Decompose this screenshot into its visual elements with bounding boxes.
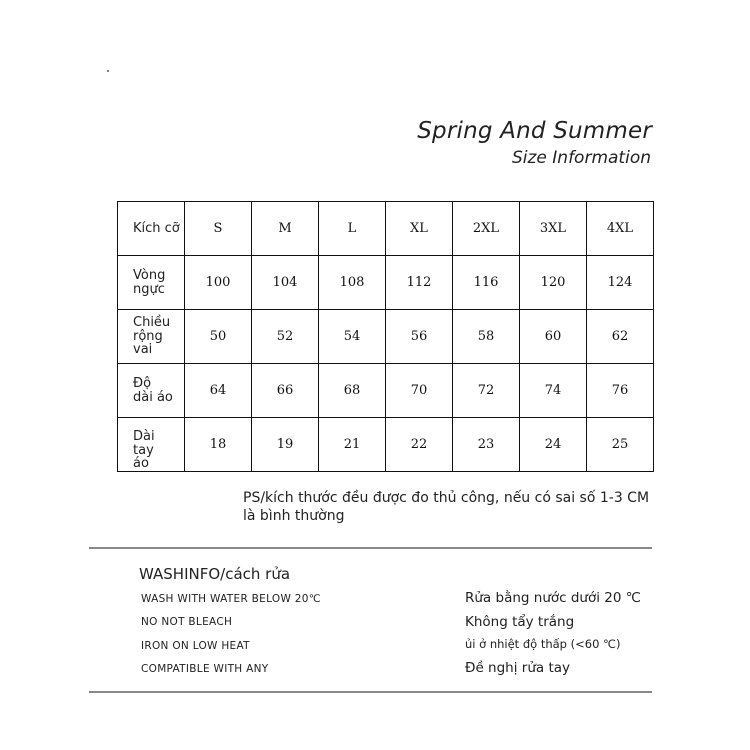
wash-info-title: WASHINFO/cách rửa <box>139 565 291 583</box>
table-cell: 50 <box>185 310 252 364</box>
row-label: Độ dài áo <box>133 375 173 405</box>
table-cell: 58 <box>453 310 520 364</box>
table-cell: 76 <box>587 364 654 418</box>
table-cell: 60 <box>520 310 587 364</box>
size-table <box>117 201 654 472</box>
table-header-row <box>118 202 654 256</box>
table-row <box>118 418 654 472</box>
table-cell: 62 <box>587 310 654 364</box>
table-cell: 21 <box>319 418 386 472</box>
page-title: Spring And Summer <box>417 118 652 144</box>
column-header: M <box>252 202 319 256</box>
table-cell: 74 <box>520 364 587 418</box>
table-cell: 23 <box>453 418 520 472</box>
page-subtitle: Size Information <box>511 148 651 168</box>
table-cell: 24 <box>520 418 587 472</box>
table-row <box>118 256 654 310</box>
column-header: L <box>319 202 386 256</box>
wash-item-vi: Không tẩy trắng <box>465 614 575 630</box>
table-cell: 56 <box>386 310 453 364</box>
column-header: 3XL <box>520 202 587 256</box>
table-cell: 68 <box>319 364 386 418</box>
column-header: XL <box>386 202 453 256</box>
table-cell: 22 <box>386 418 453 472</box>
row-header-sleeve <box>118 418 185 472</box>
measurement-note: PS/kích thước đều được đo thủ công, nếu có sai số 1-3 CM là bình thường <box>243 490 650 524</box>
table-cell: 52 <box>252 310 319 364</box>
wash-item-vi: ủi ở nhiệt độ thấp (<60 ℃) <box>465 637 621 651</box>
wash-item-vi: Rửa bằng nước dưới 20 ℃ <box>465 590 641 606</box>
divider <box>89 691 652 693</box>
row-label: Dài tay áo <box>133 429 155 472</box>
dot-speck <box>107 70 109 72</box>
column-header: S <box>185 202 252 256</box>
wash-item-en: NO NOT BLEACH <box>141 616 233 628</box>
wash-item-vi: Đề nghị rửa tay <box>465 660 571 676</box>
wash-item-en: COMPATIBLE WITH ANY <box>141 663 269 675</box>
table-row <box>118 364 654 418</box>
divider <box>89 547 652 549</box>
table-cell: 54 <box>319 310 386 364</box>
table-cell: 18 <box>185 418 252 472</box>
table-cell: 108 <box>319 256 386 310</box>
wash-item-en: WASH WITH WATER BELOW 20℃ <box>141 593 321 605</box>
table-cell: 112 <box>386 256 453 310</box>
table-cell: 72 <box>453 364 520 418</box>
table-row <box>118 310 654 364</box>
table-cell: 116 <box>453 256 520 310</box>
table-cell: 120 <box>520 256 587 310</box>
row-header-length <box>118 364 185 418</box>
table-cell: 124 <box>587 256 654 310</box>
table-cell: 104 <box>252 256 319 310</box>
row-header-chest <box>118 256 185 310</box>
row-header-shoulder <box>118 310 185 364</box>
column-header: 2XL <box>453 202 520 256</box>
table-cell: 66 <box>252 364 319 418</box>
table-cell: 70 <box>386 364 453 418</box>
wash-item-en: IRON ON LOW HEAT <box>141 640 250 652</box>
table-cell: 64 <box>185 364 252 418</box>
column-header: 4XL <box>587 202 654 256</box>
table-cell: 25 <box>587 418 654 472</box>
column-header-size: Kích cỡ <box>118 202 185 256</box>
table-cell: 100 <box>185 256 252 310</box>
row-label: Chiều rộng vai <box>133 315 171 358</box>
row-label: Vòng ngực <box>133 267 166 297</box>
table-cell: 19 <box>252 418 319 472</box>
